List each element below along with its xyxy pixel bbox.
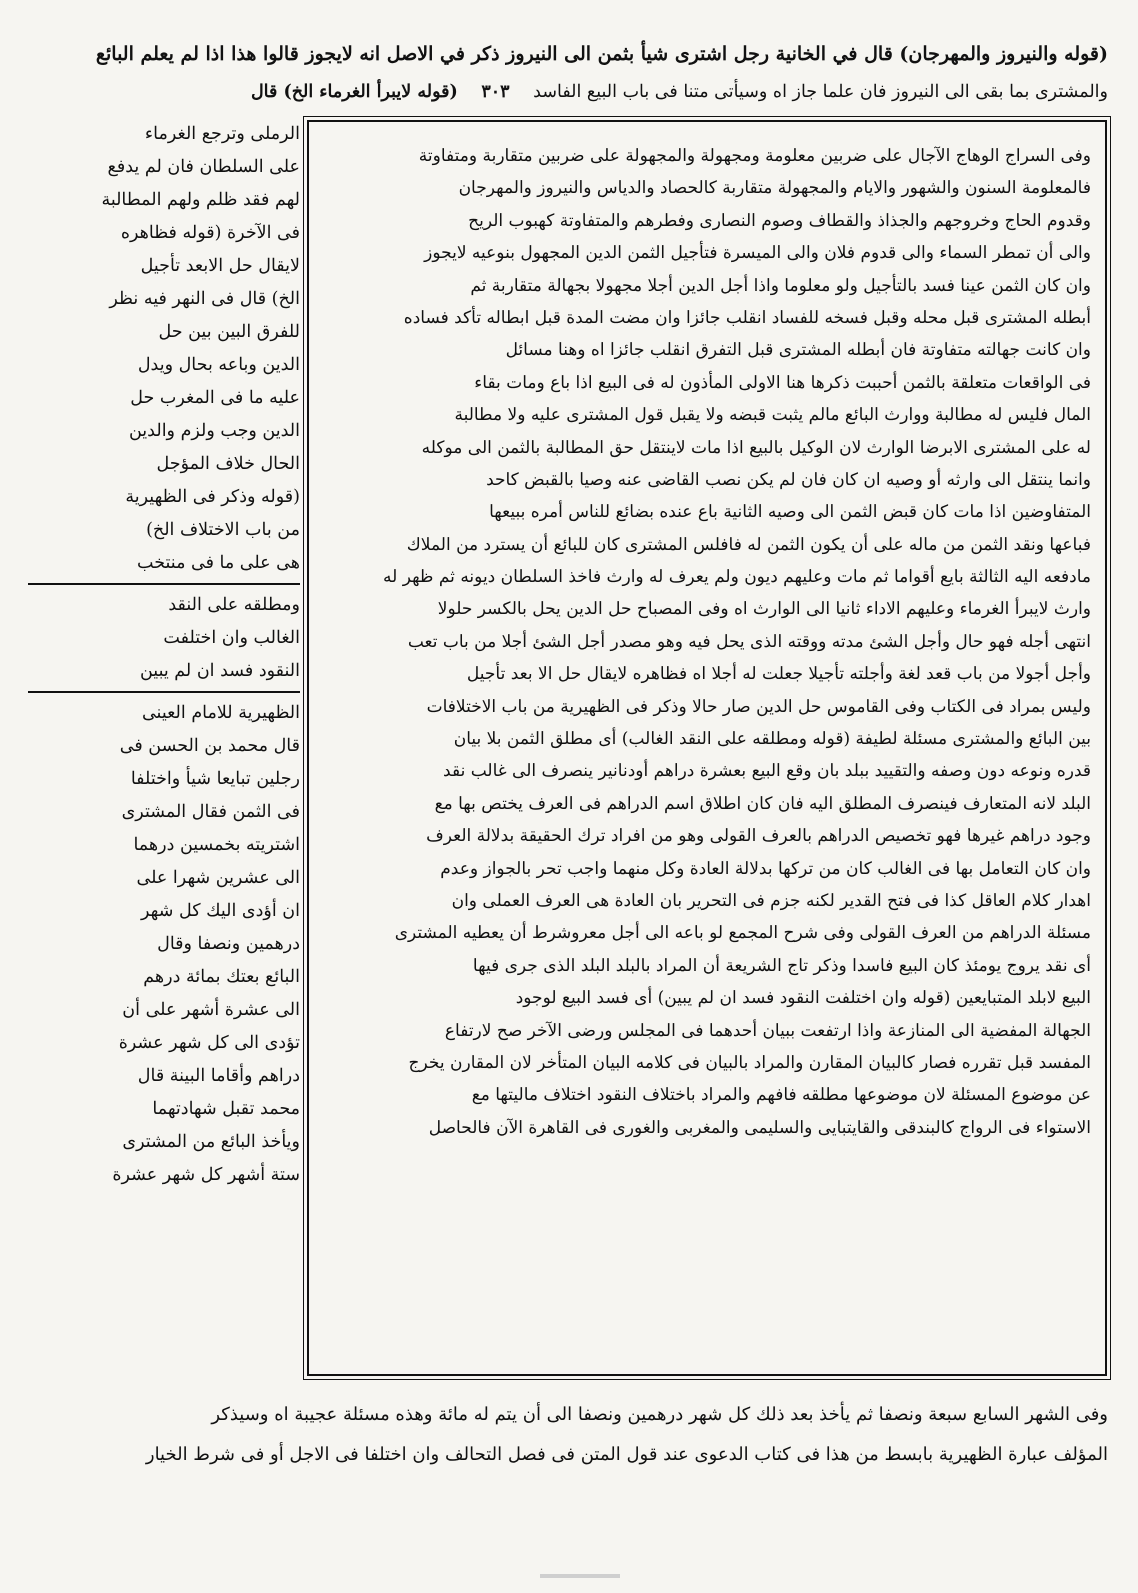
main-text-line: وان كان الثمن عينا فسد بالتأجيل ولو معلوما واذا أجل الدين أجلا مجهولا بجهالة متقاربة ثم xyxy=(470,275,1091,296)
footer-line-1: وفى الشهر السابع سبعة ونصفا ثم يأخذ بعد ذلك كل شهر درهمين ونصفا الى أن يتم له مائة وهذه مسئلة عجيبة اه وسيذكر xyxy=(211,1404,1108,1425)
main-text-line: وانما ينتقل الى وارثه أو وصيه ان كان فان لم يكن نصب القاضى عنه وصيا بالقبض كاحد xyxy=(486,469,1091,490)
main-text-line: مسئلة الدراهم من العرف القولى وفى شرح المجمع لو باعه الى أجل معروشرط أن يعطيه المشترى xyxy=(394,923,1091,944)
main-text-line: فالمعلومة السنون والشهور والايام والمجهولة متقاربة كالحصاد والدياس والنيروز والمهرجان xyxy=(458,178,1091,199)
marginal-line: على السلطان فان لم يدفع xyxy=(107,157,300,177)
marginal-line: اشتريته بخمسين درهما xyxy=(133,835,300,855)
marginal-line: الى عشرين شهرا على xyxy=(136,868,300,888)
page-number: ٣٠٣ xyxy=(481,82,510,102)
main-text-line: وأجل أجولا من باب قعد لغة وأجلته تأجيلا جعلت له أجلا اه فظاهره لايقال حل الا بعد تأجيل xyxy=(466,664,1091,685)
marginal-line: الرملى وترجع الغرماء xyxy=(144,124,300,144)
marginal-line: عليه ما فى المغرب حل xyxy=(130,388,300,408)
marginal-line: ان أؤدى اليك كل شهر xyxy=(141,901,300,921)
marginal-line: ويأخذ البائع من المشترى xyxy=(122,1132,300,1152)
main-text-line: أى نقد يروج يومئذ كان البيع فاسدا وذكر تاج الشريعة أن المراد بالبلد البلد الذى جرى فيها xyxy=(472,955,1091,976)
marginal-line: من باب الاختلاف الخ) xyxy=(146,520,300,540)
marginal-line: (قوله وذكر فى الظهيرية xyxy=(125,487,300,507)
main-text-line: والى أن تمطر السماء والى قدوم فلان والى الميسرة فتأجيل الثمن الدين المجهول بنوعيه لايجوز xyxy=(424,243,1091,264)
marginal-line: الدين وباعه بحال ويدل xyxy=(137,355,300,375)
marginal-line: الظهيرية للامام العينى xyxy=(141,703,300,723)
marginal-line: تؤدى الى كل شهر عشرة xyxy=(118,1033,300,1053)
main-text-line: بين البائع والمشترى مسئلة لطيفة (قوله ومطلقه على النقد الغالب) أى مطلق الثمن بلا بيان xyxy=(453,729,1091,750)
marginal-line: الى عشرة أشهر على أن xyxy=(122,1000,300,1020)
marginal-line: محمد تقبل شهادتهما xyxy=(152,1099,300,1119)
marginal-line: الدين وجب ولزم والدين xyxy=(128,421,300,441)
main-text-line: البلد لانه المتعارف فينصرف المطلق اليه فان كان اطلاق اسم الدراهم فى العرف يختص بها مع xyxy=(434,793,1091,814)
page-bottom-mark xyxy=(540,1574,620,1578)
main-text-line: عن موضوع المسئلة لان موضوعها مطلقه فافهم والمراد باختلاف النقود اختلاف ماليتها مع xyxy=(471,1085,1091,1106)
main-text-line: له على المشترى الابرضا الوارث لان الوكيل بالبيع اذا مات لاينتقل حق المطالبة بالثمن الى موكله xyxy=(421,437,1091,458)
marginal-line: لهم فقد ظلم ولهم المطالبة xyxy=(101,190,300,210)
marginal-line: الغالب وان اختلفت xyxy=(163,628,300,648)
main-text-line: المال فليس له مطالبة ووارث البائع مالم يثبت قبضه ولا يقبل قول المشترى عليه ولا مطالبة xyxy=(454,405,1091,426)
main-text-line: أبطله المشترى قبل محله وقبل فسخه للفساد انقلب جائزا وان مضت المدة قبل ابطاله تأكد فساده xyxy=(403,307,1091,328)
main-text-line: وليس بمراد فى الكتاب وفى القاموس حل الدين صار حالا وذكر فى الظهيرية من باب الاختلافات xyxy=(426,696,1091,717)
marginal-line: فى الثمن فقال المشترى xyxy=(121,802,300,822)
main-text-box xyxy=(307,120,1107,1376)
marginal-line: الحال خلاف المؤجل xyxy=(156,454,300,474)
footer-line-2: المؤلف عبارة الظهيرية بابسط من هذا فى كتاب الدعوى عند قول المتن فى فصل التحالف وان اختلفا فى الاجل أو فى شرط الخيار xyxy=(145,1444,1108,1465)
marginal-line: البائع بعتك بمائة درهم xyxy=(143,967,300,987)
header-line-2 xyxy=(28,78,1108,110)
main-text-line: المتفاوضين اذا مات كان قبض الثمن الى وصيه الثانية باع عنده بضائع للناس أمره ببيعها xyxy=(489,502,1091,523)
main-text-line: وان كانت جهالته متفاوتة فان أبطله المشترى قبل التفرق انقلب جائزا اه وهنا مسائل xyxy=(505,340,1091,361)
main-text-line: قدره ونوعه دون وصفه والتقييد ببلد بان وقع البيع بعشرة دراهم أودنانير ينصرف الى غالب نقد xyxy=(443,761,1091,782)
header-line-2-marginal: (قوله لايبرأ الغرماء الخ) قال xyxy=(250,82,458,102)
main-text-line: الاستواء فى الرواج كالبندقى والقايتبايى والسليمى والمغربى والغورى فى القاهرة الآن فالحاصل xyxy=(428,1117,1091,1138)
main-text-line: البيع لابلد المتبايعين (قوله وان اختلفت النقود فسد ان لم يبين) أى فسد البيع لوجود xyxy=(515,988,1091,1009)
main-text-line: وفى السراج الوهاج الآجال على ضربين معلومة ومجهولة والمجهولة على ضربين متقاربة ومتفاوتة xyxy=(418,146,1091,166)
main-text-line: المفسد قبل تقرره فصار كالبيان المقارن والمراد بالبيان فى كلامه البيان المتأخر لان المقارن يخرج xyxy=(408,1052,1091,1073)
main-text-line: الجهالة المفضية الى المنازعة واذا ارتفعت ببيان أحدهما فى المجلس ورضى الآخر صح لارتفاع xyxy=(444,1020,1091,1041)
marginal-line: الخ) قال فى النهر فيه نظر xyxy=(109,289,300,309)
marginal-line: دراهم وأقاما البينة قال xyxy=(137,1066,300,1086)
marginal-line: ومطلقه على النقد xyxy=(168,595,300,615)
main-text-line: اهدار كلام العاقل كذا فى فتح القدير لكنه جزم فى التحرير بان العادة هى العرف العملى وان xyxy=(451,890,1091,911)
marginal-line: لايقال حل الابعد تأجيل xyxy=(140,256,300,276)
marginal-line: للفرق البين بين حل xyxy=(158,322,300,342)
main-text-line: فباعها ونقد الثمن من ماله على أن يكون الثمن له فافلس المشترى كان للبائع أن يسترد من الملاك xyxy=(406,534,1091,555)
main-text-line: وارث لايبرأ الغرماء وعليهم الاداء ثانيا الى الوارث اه وفى المصباح حل الدين يحل بالكسر حلولا xyxy=(437,599,1091,620)
main-text-line: مادفعه اليه الثالثة بايع أقواما ثم مات وعليهم ديون ولم يعرف له وارث فاخذ السلطان ديونه ثم ظهر له xyxy=(383,567,1091,588)
marginal-line: درهمين ونصفا وقال xyxy=(157,934,300,954)
marginal-commentary xyxy=(28,118,300,1383)
marginal-line: النقود فسد ان لم يبين xyxy=(139,661,300,681)
main-text-line: وقدوم الحاج وخروجهم والجذاذ والقطاف وصوم النصارى وفطرهم والمتفاوتة كهبوب الريح xyxy=(468,210,1091,231)
main-text-line: وجود دراهم غيرها فهو تخصيص الدراهم بالعرف القولى وهو من افراد ترك الحقيقة بدلالة العرف xyxy=(426,826,1091,847)
marginal-line: هى على ما فى منتخب xyxy=(137,553,300,573)
marginal-line: قال محمد بن الحسن فى xyxy=(119,736,300,756)
header-line-1: (قوله والنيروز والمهرجان) قال في الخانية رجل اشترى شيأ بثمن الى النيروز ذكر في الاصل انه لايجوز قالوا هذا اذا لم يعلم البائع xyxy=(95,43,1108,65)
marginal-line: رجلين تبايعا شيأ واختلفا xyxy=(130,769,300,789)
header-line-2-text: والمشترى بما بقى الى النيروز فان علما جاز اه وسيأتى متنا فى باب البيع الفاسد xyxy=(533,82,1108,102)
main-text-line: وان كان التعامل بها فى الغالب كان من تركها بدلالة العادة وكل منهما واجب تحر بالجواز وعدم xyxy=(440,858,1091,879)
main-text-line: فى الواقعات متعلقة بالثمن أحببت ذكرها هنا الاولى المأذون له فى البيع اذا باع ومات بقاء xyxy=(474,372,1091,393)
marginal-line: ستة أشهر كل شهر عشرة xyxy=(112,1165,300,1185)
marginal-line: فى الآخرة (قوله فظاهره xyxy=(120,223,300,243)
marginal-divider xyxy=(28,583,300,585)
main-text-line: انتهى أجله فهو حال وأجل الشئ مدته ووقته الذى يحل فيه وهو مصدر أجل الشئ أجلا من باب تعب xyxy=(407,631,1091,652)
marginal-divider xyxy=(28,691,300,693)
